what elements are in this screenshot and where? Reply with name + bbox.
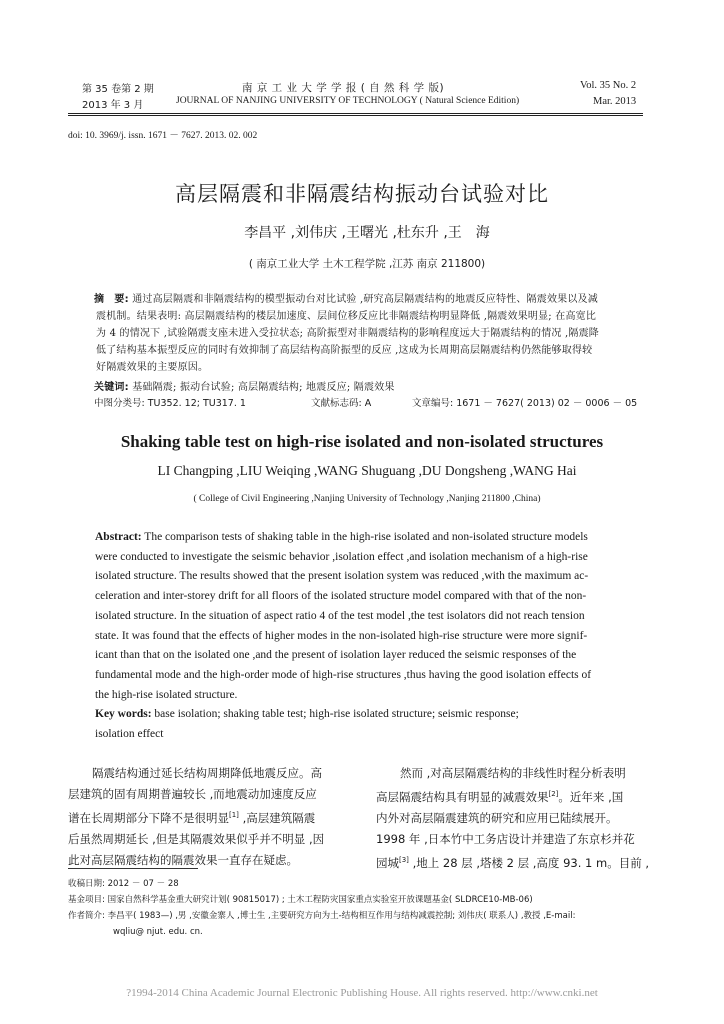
abstract-cn-label: 摘 要: <box>94 294 129 305</box>
abstract-en-line: fundamental mode and the high-order mode of high-rise structures ,thus having the good isolation effects of <box>95 668 592 681</box>
volume-issue-en: Vol. 35 No. 2 <box>580 80 637 91</box>
keywords-cn-text: 基础隔震; 振动台试验; 高层隔震结构; 地震反应; 隔震效果 <box>132 382 395 393</box>
doi: doi: 10. 3969/j. issn. 1671 － 7627. 2013. 02. 002 <box>68 131 258 141</box>
authors-en: LI Changping ,LIU Weiqing ,WANG Shuguang ,DU Dongsheng ,WANG Hai <box>157 463 577 478</box>
body-line: 。近年来 ,国 <box>558 789 624 804</box>
abstract-cn-line: 低了结构基本振型反应的同时有效抑制了高层结构高阶振型的反应 ,这成为长周期高层隔震结构仍然能够取得较 <box>96 345 593 356</box>
affiliation-cn: ( 南京工业大学 土木工程学院 ,江苏 南京 211800) <box>248 258 486 270</box>
body-line: ,地上 28 层 ,塔楼 2 层 ,高度 93. 1 m。目前 , <box>408 855 650 870</box>
body-line: 然而 ,对高层隔震结构的非线性时程分析表明 <box>400 766 626 780</box>
affiliation-en: ( College of Civil Engineering ,Nanjing University of Technology ,Nanjing 211800 ,China) <box>193 494 541 504</box>
date-en: Mar. 2013 <box>593 96 637 107</box>
body-left-column <box>68 763 353 871</box>
citation-ref: [3] <box>399 855 409 864</box>
abstract-cn-line: 震机制。结果表明: 高层隔震结构的楼层加速度、层间位移反应比非隔震结构明显降低 ,隔震效果明显; 在高宽比 <box>96 311 597 322</box>
body-line: 此对高层隔震结构的隔震效果一直存在疑虑。 <box>68 852 298 867</box>
abstract-en-line: the high-rise isolated structure. <box>95 688 238 701</box>
abstract-cn-line: 通过高层隔震和非隔震结构的模型振动台对比试验 ,研究高层隔震结构的地震反应特性、隔震效果以及减 <box>132 294 598 305</box>
keywords-cn-label: 关键词: <box>94 382 129 393</box>
body-line: 内外对高层隔震建筑的研究和应用已陆续展开。 <box>376 810 618 825</box>
date-cn: 2013 年 3 月 <box>82 100 144 111</box>
footnote-rule <box>68 868 198 869</box>
body-line: 高层隔震结构具有明显的减震效果 <box>376 789 549 804</box>
copyright-watermark: ?1994-2014 China Academic Journal Electronic Publishing House. All rights reserved. http://www.cnki.net <box>126 987 598 999</box>
article-number: 文章编号: 1671 － 7627( 2013) 02 － 0006 － 05 <box>412 398 638 409</box>
body-line: 层建筑的固有周期普遍较长 ,而地震动加速度反应 <box>68 787 317 801</box>
body-line: 园城 <box>376 855 399 870</box>
body-line: 谱在长周期部分下降不是很明显 <box>68 810 229 825</box>
volume-issue-cn: 第 35 卷第 2 期 <box>82 84 154 95</box>
abstract-en-line: isolated structure. The results showed that the present isolation system was reduced ,with the maximum ac- <box>95 570 589 583</box>
keywords-cn <box>94 378 395 393</box>
abstract-en-label: Abstract: <box>95 531 142 543</box>
author-email: wqliu@ njut. edu. cn. <box>113 927 203 937</box>
body-line: 隔震结构通过延长结构周期降低地震反应。高 <box>92 766 322 780</box>
journal-title-cn: 南 京 工 业 大 学 学 报 ( 自 然 科 学 版) <box>242 82 445 94</box>
document-code: 文献标志码: A <box>311 398 372 409</box>
received-date: 收稿日期: 2012 － 07 － 28 <box>68 879 179 889</box>
title-cn: 高层隔震和非隔震结构振动台试验对比 <box>175 182 549 206</box>
abstract-cn <box>96 291 636 376</box>
authors-cn: 李昌平 ,刘伟庆 ,王曙光 ,杜东升 ,王 海 <box>244 225 490 241</box>
body-right-column <box>376 763 658 874</box>
journal-title-en: JOURNAL OF NANJING UNIVERSITY OF TECHNOLOGY ( Natural Science Edition) <box>176 96 520 106</box>
abstract-en-line: isolated structure. In the situation of aspect ratio 4 of the test model ,the test isolators did not reach tension <box>95 609 585 622</box>
clc-number: 中图分类号: TU352. 12; TU317. 1 <box>94 398 246 409</box>
body-line: 1998 年 ,日本竹中工务店设计并建造了东京杉并花 <box>376 831 635 846</box>
abstract-en-line: state. It was found that the effects of higher modes in the non-isolated high-rise structure were more signif- <box>95 629 588 642</box>
abstract-en-line: The comparison tests of shaking table in the high-rise isolated and non-isolated structure models <box>141 531 588 543</box>
body-line: 后虽然周期延长 ,但是其隔震效果似乎并不明显 ,因 <box>68 831 325 846</box>
abstract-en-line: were conducted to investigate the seismic behavior ,isolation effect ,and isolation mechanism of a high-rise <box>95 550 588 563</box>
title-en: Shaking table test on high-rise isolated and non-isolated structures <box>120 432 604 451</box>
abstract-en-line: celeration and inter-storey drift for all floors of the isolated structure model compared with that of the non- <box>95 590 587 603</box>
abstract-cn-line: 为 4 的情况下 ,试验隔震支座未进入受拉状态; 高阶振型对非隔震结构的影响程度远大于隔震结构的情况 ,隔震降 <box>96 328 599 339</box>
body-line: ,高层建筑隔震 <box>238 810 316 825</box>
abstract-en-line: icant than that on the isolated one ,and the present of isolation layer reduced the seismic responses of the <box>95 649 577 662</box>
header-rule <box>68 113 643 114</box>
header-rule-thin <box>68 115 643 116</box>
citation-ref: [2] <box>548 790 559 798</box>
fund-info: 基金项目: 国家自然科学基金重大研究计划( 90815017) ; 土木工程防灾国家重点实验室开放课题基金( SLDRCE10-MB-06) <box>68 895 533 905</box>
citation-ref: [1] <box>229 811 239 819</box>
keywords-en-label: Key words: <box>95 708 152 721</box>
abstract-en <box>95 528 630 745</box>
author-info: 作者简介: 李昌平( 1983—) ,男 ,安徽金寨人 ,博士生 ,主要研究方向为土-结构相互作用与结构减震控制; 刘伟庆( 联系人) ,教授 ,E-mail: <box>68 911 576 921</box>
abstract-cn-line: 好隔震效果的主要原因。 <box>96 362 209 373</box>
keywords-en-text: isolation effect <box>95 728 164 741</box>
keywords-en-text: base isolation; shaking table test; high-rise isolated structure; seismic response; <box>151 708 519 721</box>
